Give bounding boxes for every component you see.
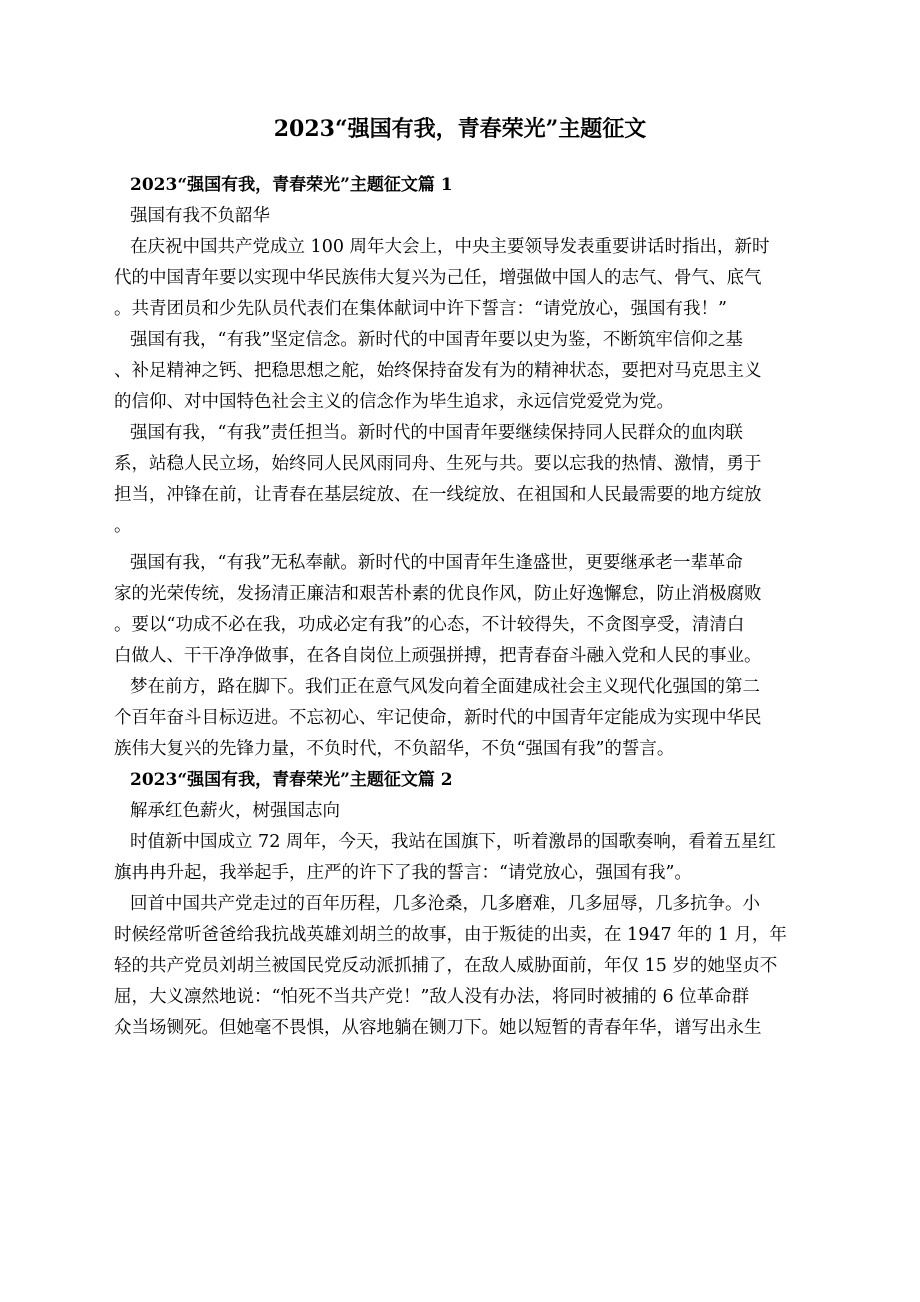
paragraph bbox=[114, 889, 806, 1044]
paragraph-line: 。共青团员和少先队员代表们在集体献词中许下誓言：“请党放心，强国有我！” bbox=[114, 299, 727, 319]
paragraph-line: 梦在前方，路在脚下。我们正在意气风发向着全面建成社会主义现代化强国的第二 bbox=[130, 677, 760, 697]
paragraph bbox=[114, 325, 806, 418]
paragraph bbox=[114, 418, 806, 542]
paragraph-line: 系，站稳人民立场，始终同人民风雨同舟、生死与共。要以忘我的热情、激情，勇于 bbox=[114, 454, 762, 474]
paragraph-line: 个百年奋斗目标迈进。不忘初心、牢记使命，新时代的中国青年定能成为实现中华民 bbox=[114, 708, 762, 728]
document-title: 2023“强国有我，青春荣光”主题征文 bbox=[273, 116, 647, 142]
paragraph-line: 代的中国青年要以实现中华民族伟大复兴为己任，增强做中国人的志气、骨气、底气 bbox=[114, 268, 762, 288]
document-body bbox=[114, 170, 806, 1044]
paragraph-line: 在庆祝中国共产党成立 100 周年大会上，中央主要领导发表重要讲话时指出，新时 bbox=[130, 237, 770, 257]
paragraph bbox=[114, 232, 806, 325]
paragraph bbox=[114, 548, 806, 672]
paragraph-line: 强国有我，“有我”坚定信念。新时代的中国青年要以史为鉴，不断筑牢信仰之基 bbox=[130, 330, 743, 350]
paragraph-line: 轻的共产党员刘胡兰被国民党反动派抓捕了，在敌人威胁面前，年仅 15 岁的她坚贞不 bbox=[114, 956, 778, 976]
paragraph-line: 众当场铡死。但她毫不畏惧，从容地躺在铡刀下。她以短暂的青春年华，谱写出永生 bbox=[114, 1018, 762, 1038]
section-2 bbox=[114, 765, 806, 1044]
paragraph-line: 的信仰、对中国特色社会主义的信念作为毕生追求，永远信党爱党为党。 bbox=[114, 392, 674, 412]
section-heading: 2023“强国有我，青春荣光”主题征文篇 2 bbox=[130, 770, 453, 790]
paragraph-line: 时候经常听爸爸给我抗战英雄刘胡兰的故事，由于叛徒的出卖，在 1947 年的 1 月，年 bbox=[114, 925, 787, 945]
paragraph-line: 担当，冲锋在前，让青春在基层绽放、在一线绽放、在祖国和人民最需要的地方绽放 bbox=[114, 485, 762, 505]
paragraph bbox=[114, 672, 806, 765]
paragraph-line: 旗冉冉升起，我举起手，庄严的许下了我的誓言：“请党放心，强国有我”。 bbox=[114, 863, 692, 883]
paragraph bbox=[114, 827, 806, 889]
paragraph-line: 时值新中国成立 72 周年，今天，我站在国旗下，听着激昂的国歌奏响，看着五星红 bbox=[130, 832, 776, 852]
paragraph-line: 。 bbox=[114, 516, 132, 536]
paragraph-line: 回首中国共产党走过的百年历程，几多沧桑，几多磨难，几多屈辱，几多抗争。小 bbox=[130, 894, 760, 914]
section-subtitle: 解承红色薪火，树强国志向 bbox=[130, 801, 340, 821]
section-heading: 2023“强国有我，青春荣光”主题征文篇 1 bbox=[130, 175, 453, 195]
paragraph-line: 屈，大义凛然地说：“怕死不当共产党！”敌人没有办法，将同时被捕的 6 位革命群 bbox=[114, 987, 750, 1007]
paragraph-line: 、补足精神之钙、把稳思想之舵，始终保持奋发有为的精神状态，要把对马克思主义 bbox=[114, 361, 762, 381]
paragraph-line: 强国有我，“有我”无私奉献。新时代的中国青年生逢盛世，更要继承老一辈革命 bbox=[130, 553, 743, 573]
section-subtitle: 强国有我不负韶华 bbox=[130, 206, 270, 226]
paragraph-line: 家的光荣传统，发扬清正廉洁和艰苦朴素的优良作风，防止好逸懈怠，防止消极腐败 bbox=[114, 584, 762, 604]
paragraph-line: 。要以“功成不必在我，功成必定有我”的心态，不计较得失，不贪图享受，清清白 bbox=[114, 615, 745, 635]
paragraph-line: 族伟大复兴的先锋力量，不负时代，不负韶华，不负“强国有我”的誓言。 bbox=[114, 739, 675, 759]
section-1 bbox=[114, 170, 806, 765]
paragraph-line: 强国有我，“有我”责任担当。新时代的中国青年要继续保持同人民群众的血肉联 bbox=[130, 423, 743, 443]
paragraph-line: 白做人、干干净净做事，在各自岗位上顽强拼搏，把青春奋斗融入党和人民的事业。 bbox=[114, 646, 762, 666]
